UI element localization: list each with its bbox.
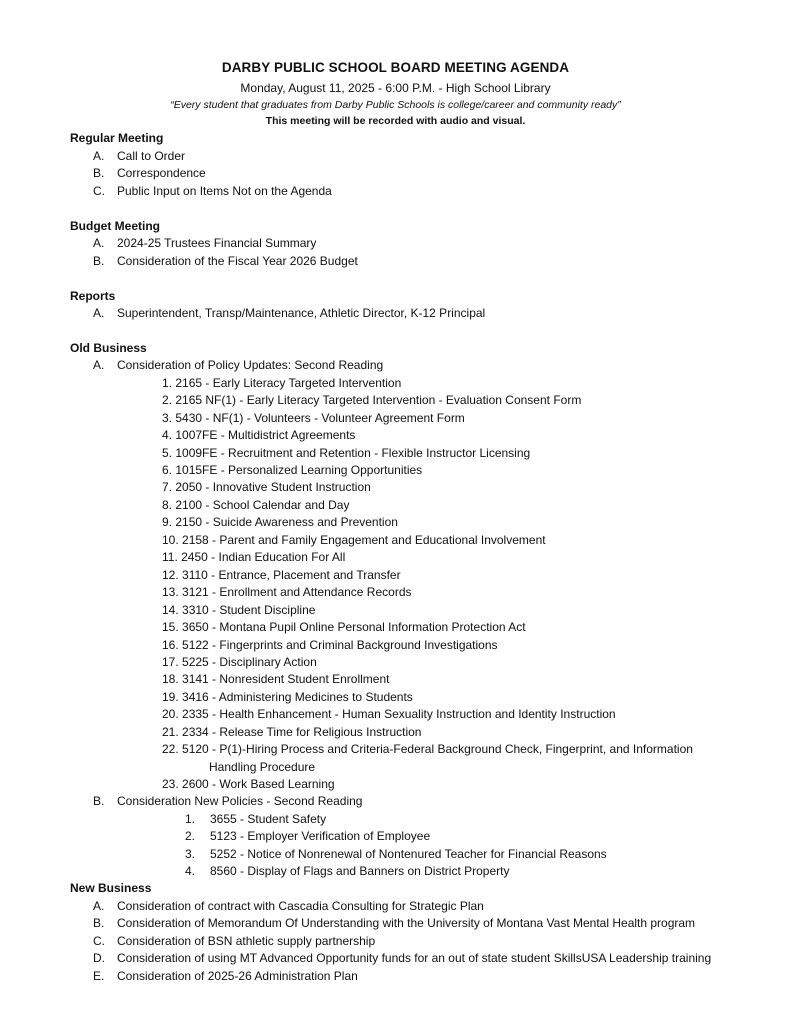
item-label: A. — [93, 236, 105, 250]
item-text: Consideration of BSN athletic supply partnership — [117, 934, 376, 948]
item-text: Consideration of Policy Updates: Second Reading — [117, 358, 384, 372]
policy-item: 8. 2100 - School Calendar and Day — [162, 498, 350, 512]
policy-item: 10. 2158 - Parent and Family Engagement and Educational Involvement — [162, 533, 546, 547]
policy-item: 21. 2334 - Release Time for Religious Instruction — [162, 725, 422, 739]
district-motto: “Every student that graduates from Darby Public Schools is college/career and community ready” — [170, 99, 621, 111]
policy-item: 9. 2150 - Suicide Awareness and Prevention — [162, 515, 398, 529]
item-label: A. — [93, 149, 105, 163]
item-label: A. — [93, 358, 105, 372]
item-label: E. — [93, 969, 105, 983]
policy-item: 1. 2165 - Early Literacy Targeted Intervention — [162, 376, 402, 390]
policy-item: 4. 1007FE - Multidistrict Agreements — [162, 428, 356, 442]
item-label: 3. — [185, 847, 196, 861]
item-text: Consideration New Policies - Second Reading — [117, 794, 363, 808]
policy-item: 14. 3310 - Student Discipline — [162, 603, 316, 617]
policy-item: 20. 2335 - Health Enhancement - Human Sexuality Instruction and Identity Instruction — [162, 707, 616, 721]
policy-item: 2. 2165 NF(1) - Early Literacy Targeted Intervention - Evaluation Consent Form — [162, 393, 582, 407]
policy-item: 6. 1015FE - Personalized Learning Opportunities — [162, 463, 423, 477]
section-heading-reports: Reports — [70, 289, 116, 303]
item-label: 4. — [185, 864, 196, 878]
policy-item: 7. 2050 - Innovative Student Instruction — [162, 480, 371, 494]
item-label: C. — [93, 184, 105, 198]
policy-item-continuation: Handling Procedure — [209, 760, 316, 774]
policy-item: 3. 5430 - NF(1) - Volunteers - Volunteer Agreement Form — [162, 411, 465, 425]
item-text: 2024-25 Trustees Financial Summary — [117, 236, 317, 250]
policy-item: 19. 3416 - Administering Medicines to Students — [162, 690, 413, 704]
policy-item: 5. 1009FE - Recruitment and Retention - Flexible Instructor Licensing — [162, 446, 531, 460]
item-text: 3655 - Student Safety — [210, 812, 327, 826]
policy-item: 17. 5225 - Disciplinary Action — [162, 655, 317, 669]
meeting-date-location: Monday, August 11, 2025 - 6:00 P.M. - High School Library — [240, 81, 551, 95]
item-label: 2. — [185, 829, 196, 843]
item-text: 5123 - Employer Verification of Employee — [210, 829, 431, 843]
item-text: Correspondence — [117, 166, 206, 180]
item-label: 1. — [185, 812, 196, 826]
item-text: Consideration of contract with Cascadia Consulting for Strategic Plan — [117, 899, 484, 913]
item-label: A. — [93, 306, 105, 320]
item-text: Consideration of using MT Advanced Opportunity funds for an out of state student SkillsUSA Leadership training — [117, 951, 712, 965]
item-text: Consideration of the Fiscal Year 2026 Budget — [117, 254, 358, 268]
page-title: DARBY PUBLIC SCHOOL BOARD MEETING AGENDA — [221, 60, 570, 75]
policy-item: 16. 5122 - Fingerprints and Criminal Background Investigations — [162, 638, 498, 652]
section-heading-budget-meeting: Budget Meeting — [70, 219, 160, 233]
item-label: A. — [93, 899, 105, 913]
item-label: B. — [93, 916, 105, 930]
policy-item: 23. 2600 - Work Based Learning — [162, 777, 335, 791]
section-heading-regular-meeting: Regular Meeting — [70, 131, 164, 145]
policy-item: 11. 2450 - Indian Education For All — [162, 550, 346, 564]
policy-item: 13. 3121 - Enrollment and Attendance Records — [162, 585, 412, 599]
policy-item: 15. 3650 - Montana Pupil Online Personal Information Protection Act — [162, 620, 526, 634]
section-heading-old-business: Old Business — [70, 341, 147, 355]
policy-item: 22. 5120 - P(1)-Hiring Process and Criteria-Federal Background Check, Fingerprint, and Information — [162, 742, 693, 756]
section-heading-new-business: New Business — [70, 881, 152, 895]
item-label: B. — [93, 794, 105, 808]
item-text: Consideration of 2025-26 Administration Plan — [117, 969, 358, 983]
recording-notice: This meeting will be recorded with audio and visual. — [265, 115, 526, 127]
item-text: Superintendent, Transp/Maintenance, Athletic Director, K-12 Principal — [117, 306, 486, 320]
item-text: 5252 - Notice of Nonrenewal of Nontenured Teacher for Financial Reasons — [210, 847, 607, 861]
item-text: 8560 - Display of Flags and Banners on District Property — [210, 864, 510, 878]
item-label: C. — [93, 934, 105, 948]
item-text: Consideration of Memorandum Of Understanding with the University of Montana Vast Mental Health program — [117, 916, 696, 930]
item-label: B. — [93, 166, 105, 180]
item-text: Call to Order — [117, 149, 186, 163]
item-text: Public Input on Items Not on the Agenda — [117, 184, 332, 198]
policy-item: 12. 3110 - Entrance, Placement and Transfer — [162, 568, 401, 582]
item-label: D. — [93, 951, 105, 965]
item-label: B. — [93, 254, 105, 268]
policy-item: 18. 3141 - Nonresident Student Enrollment — [162, 672, 390, 686]
